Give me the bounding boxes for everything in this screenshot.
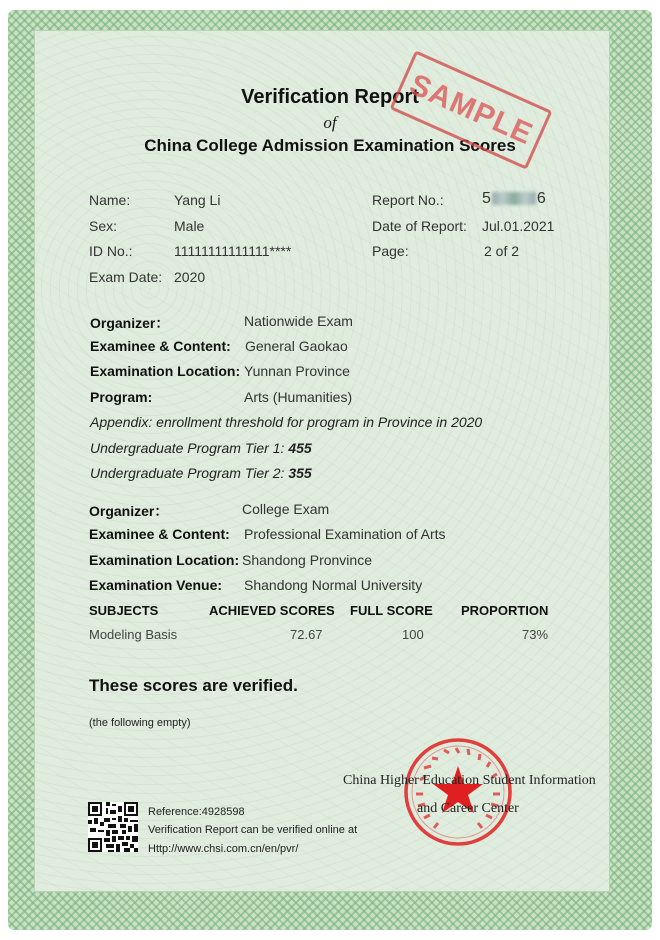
date-value: Jul.01.2021 [482, 218, 555, 234]
row-subject: Modeling Basis [89, 627, 178, 642]
date-label: Date of Report: [372, 218, 467, 234]
verified-statement: These scores are verified. [89, 676, 298, 695]
name-label: Name: [89, 192, 131, 208]
report-title: Verification Report [241, 86, 419, 108]
row-full: 100 [402, 627, 424, 642]
reference-number: Reference:4928598 [148, 806, 245, 818]
report-no-value [482, 190, 546, 208]
location-value-2: Shandong Pronvince [242, 552, 372, 568]
col-header-subjects: SUBJECTS [89, 603, 159, 618]
verification-url: Http://www.chsi.com.cn/en/pvr/ [148, 843, 299, 855]
report-title-of: of [323, 113, 337, 132]
report-no-label: Report No.: [372, 192, 444, 208]
sex-value: Male [174, 218, 205, 234]
organizer-value-2: College Exam [242, 501, 330, 517]
page-value: 2 of 2 [484, 243, 520, 259]
following-empty-note: (the following empty) [89, 717, 191, 729]
content-label-2: Examinee & Content: [89, 526, 230, 542]
location-value-1: Yunnan Province [244, 363, 350, 379]
tier1-line [90, 440, 312, 456]
official-seal-icon [402, 736, 514, 848]
issuer-line1: China Higher Education Student Information [343, 773, 596, 788]
issuer-line2: and Career Center [417, 801, 519, 816]
organizer-label-2: Organizer： [89, 503, 169, 519]
page-label: Page: [372, 243, 409, 259]
location-label-2: Examination Location: [89, 552, 240, 568]
report-subtitle: China College Admission Examination Scores [144, 136, 516, 155]
col-header-proportion: PROPORTION [461, 603, 549, 618]
col-header-full: FULL SCORE [350, 603, 433, 618]
content-label-1: Examinee & Content: [90, 338, 231, 354]
name-value: Yang Li [174, 192, 221, 208]
content-value-1: General Gaokao [245, 338, 348, 354]
content-value-2: Professional Examination of Arts [244, 526, 446, 542]
appendix-note: Appendix: enrollment threshold for program in Province in 2020 [90, 414, 483, 430]
sex-label: Sex: [89, 218, 118, 234]
row-achieved: 72.67 [290, 627, 323, 642]
id-label: ID No.: [89, 243, 133, 259]
row-proportion: 73% [522, 627, 549, 642]
exam-date-value: 2020 [174, 269, 206, 285]
program-label: Program: [90, 389, 153, 405]
redacted-digits [492, 192, 536, 205]
tier2-value: 355 [288, 465, 312, 481]
organizer-value-1: Nationwide Exam [244, 313, 353, 329]
qr-code-icon [88, 802, 138, 852]
sample-stamp: SAMPLE [389, 50, 552, 169]
venue-label: Examination Venue: [89, 577, 223, 593]
id-value: 11111111111111**** [174, 243, 292, 259]
tier2-line [90, 465, 312, 481]
exam-date-label: Exam Date: [89, 269, 163, 285]
report-no-end: 6 [536, 190, 546, 207]
report-no-start: 5 [482, 190, 491, 207]
verify-online-text: Verification Report can be verified online at [148, 824, 358, 836]
program-value: Arts (Humanities) [244, 389, 353, 405]
tier1-label: Undergraduate Program Tier 1: [90, 440, 289, 456]
organizer-label-1: Organizer： [90, 315, 170, 331]
col-header-achieved: ACHIEVED SCORES [209, 603, 335, 618]
tier2-label: Undergraduate Program Tier 2: [90, 465, 289, 481]
tier1-value: 455 [288, 440, 312, 456]
location-label-1: Examination Location: [90, 363, 241, 379]
venue-value: Shandong Normal University [244, 577, 423, 593]
